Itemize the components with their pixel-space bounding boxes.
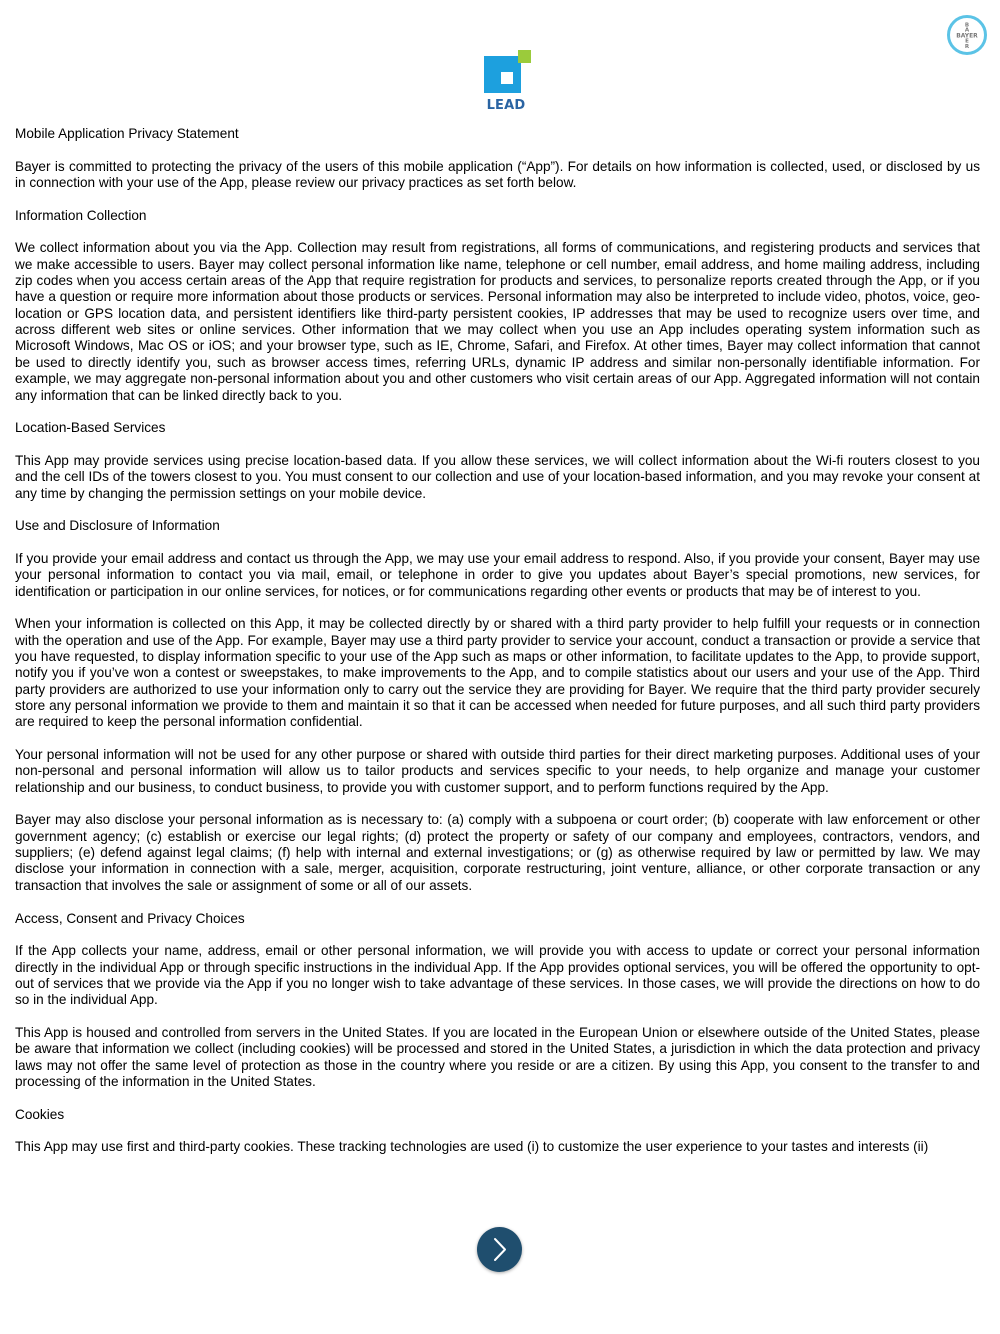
- section-paragraph: This App may use first and third-party cookies. These tracking technologies are used (i) to customize the user experience to your tastes and interests (ii): [15, 1139, 929, 1155]
- bayer-logo: [947, 15, 987, 55]
- section-paragraph: We collect information about you via the App. Collection may result from registrations, all forms of communications, and registering products and services that we make accessible to users. Bayer may collect personal information like name, telephone or cell number, email address, and home mailing address, including zip codes when you access certain areas of the App that require registration for products and services, to personalize reports created through the App, or if you have a question or require more information about those products or services. Personal information may also be interpreted to include video, photos, voice, geo-location or GPS location data, and persistent identifiers like third-party persistent cookies, IP addresses that may be used to recognize users over time, and across different web sites or online services. Other information that we may collect when you use an App includes operating system information such as Microsoft Windows, Mac OS or iOS; and your browser type, such as IE, Chrome, Safari, and Firefox. At other times, Bayer may collect information that cannot be used to directly identify you, such as browser access times, referring URLs, dynamic IP address and similar non-personally identifiable information. For example, we may aggregate non-personal information about you and other customers who visit certain areas of our App. Aggregated information will not contain any information that can be linked directly back to you.: [15, 240, 980, 403]
- section-heading-location-based-services: Location-Based Services: [15, 420, 166, 436]
- svg-text:R: R: [964, 43, 970, 50]
- next-button[interactable]: [477, 1227, 522, 1272]
- logo-white-notch: [501, 72, 513, 84]
- section-paragraph: If the App collects your name, address, email or other personal information, we will provide you with access to update or correct your personal information directly in the individual App or through specific instructions in the individual App. If the App provides optional services, you will be offered the opportunity to opt-out of services that we provide via the App if you no longer wish to take advantage of these services. In those cases, we will provide the directions on how to do so in the individual App.: [15, 943, 980, 1008]
- chevron-right-icon: [477, 1227, 522, 1272]
- lead-app-logo: [484, 50, 532, 114]
- section-paragraph: This App may provide services using precise location-based data. If you allow these services, we will collect information about the Wi-fi routers closest to you and the cell IDs of the towers closest to you. You must consent to our collection and use of your location-based information, and you may revoke your consent at any time by changing the permission settings on your mobile device.: [15, 452, 980, 501]
- section-paragraph: Your personal information will not be used for any other purpose or shared with outside third parties for their direct marketing purposes. Additional uses of your non-personal and personal information will allow us to tailor products and services specific to your needs, to help organize and manage your customer relationship and our business, to conduct business, to provide you with customer support, and to perform functions required by the App.: [15, 747, 980, 795]
- privacy-statement-content[interactable]: [15, 126, 980, 1176]
- svg-text:B: B: [964, 22, 970, 29]
- svg-text:A: A: [964, 27, 970, 34]
- section-heading-use-and-disclosure: Use and Disclosure of Information: [15, 518, 220, 534]
- intro-paragraph: Bayer is committed to protecting the privacy of the users of this mobile application (“App”). For details on how information is collected, used, or disclosed by us in connection with your use of the App, please review our privacy practices as set forth below.: [15, 158, 980, 191]
- document-title: Mobile Application Privacy Statement: [15, 126, 239, 141]
- section-paragraph: When your information is collected on this App, it may be collected directly by or shared with a third party provider to help fulfill your requests or in connection with the operation and use of the App. For example, Bayer may use a third party provider to service your account, conduct a transaction or provide a service that you have requested, to display information specific to your use of the App such as maps or other information, to facilitate updates to the App, to provide support, notify you if you’ve won a contest or sweepstakes, to make improvements to the App, and to compile statistics about our users and your use of the App. Third party providers are authorized to use your information only to carry out the service they are providing for Bayer. We require that the third party provider securely store any personal information we provide to them and maintain it so that it can be accessed when needed for future purposes, and all such third party providers are required to keep the personal information confidential.: [15, 616, 980, 730]
- logo-green-square: [518, 50, 531, 63]
- section-paragraph: This App is housed and controlled from servers in the United States. If you are located in the European Union or elsewhere outside of the United States, please be aware that information we collect (including cookies) will be processed and stored in the United States, a jurisdiction in which the data protection and privacy laws may not offer the same level of protection as those in the country where you reside or are a citizen. By using this App, you consent to the transfer to and processing of the information in the United States.: [15, 1024, 980, 1089]
- section-paragraph: If you provide your email address and contact us through the App, we may use your email address to respond. Also, if you provide your consent, Bayer may use your personal information to contact you via mail, email, or telephone in order to give you updates about Bayer’s special promotions, new services, for identification or participation in our online services, for notices, or for communications regarding other events or products that may be of interest to you.: [15, 550, 980, 599]
- bayer-cross-logo-icon: [950, 18, 984, 52]
- section-heading-access-consent-privacy-choices: Access, Consent and Privacy Choices: [15, 910, 245, 926]
- lead-logo-text: LEAD: [486, 98, 526, 113]
- section-heading-cookies: Cookies: [15, 1106, 65, 1122]
- section-heading-information-collection: Information Collection: [15, 207, 147, 223]
- svg-text:E: E: [965, 38, 969, 45]
- svg-text:BAYER: BAYER: [956, 32, 978, 40]
- section-paragraph: Bayer may also disclose your personal information as is necessary to: (a) comply with a subpoena or court order; (b) cooperate with law enforcement or other government agency; (c) establish or exercise our legal rights; (d) protect the property or safety of our company and employees, contractors, vendors, and suppliers; (e) defend against legal claims; (f) help with internal and external investigations; or (g) as otherwise required by law or permitted by law. We may disclose your information in connection with a sale, merger, acquisition, corporate restructuring, joint venture, alliance, or other corporate transaction or any transaction that involves the sale or assignment of some or all of our assets.: [15, 812, 980, 893]
